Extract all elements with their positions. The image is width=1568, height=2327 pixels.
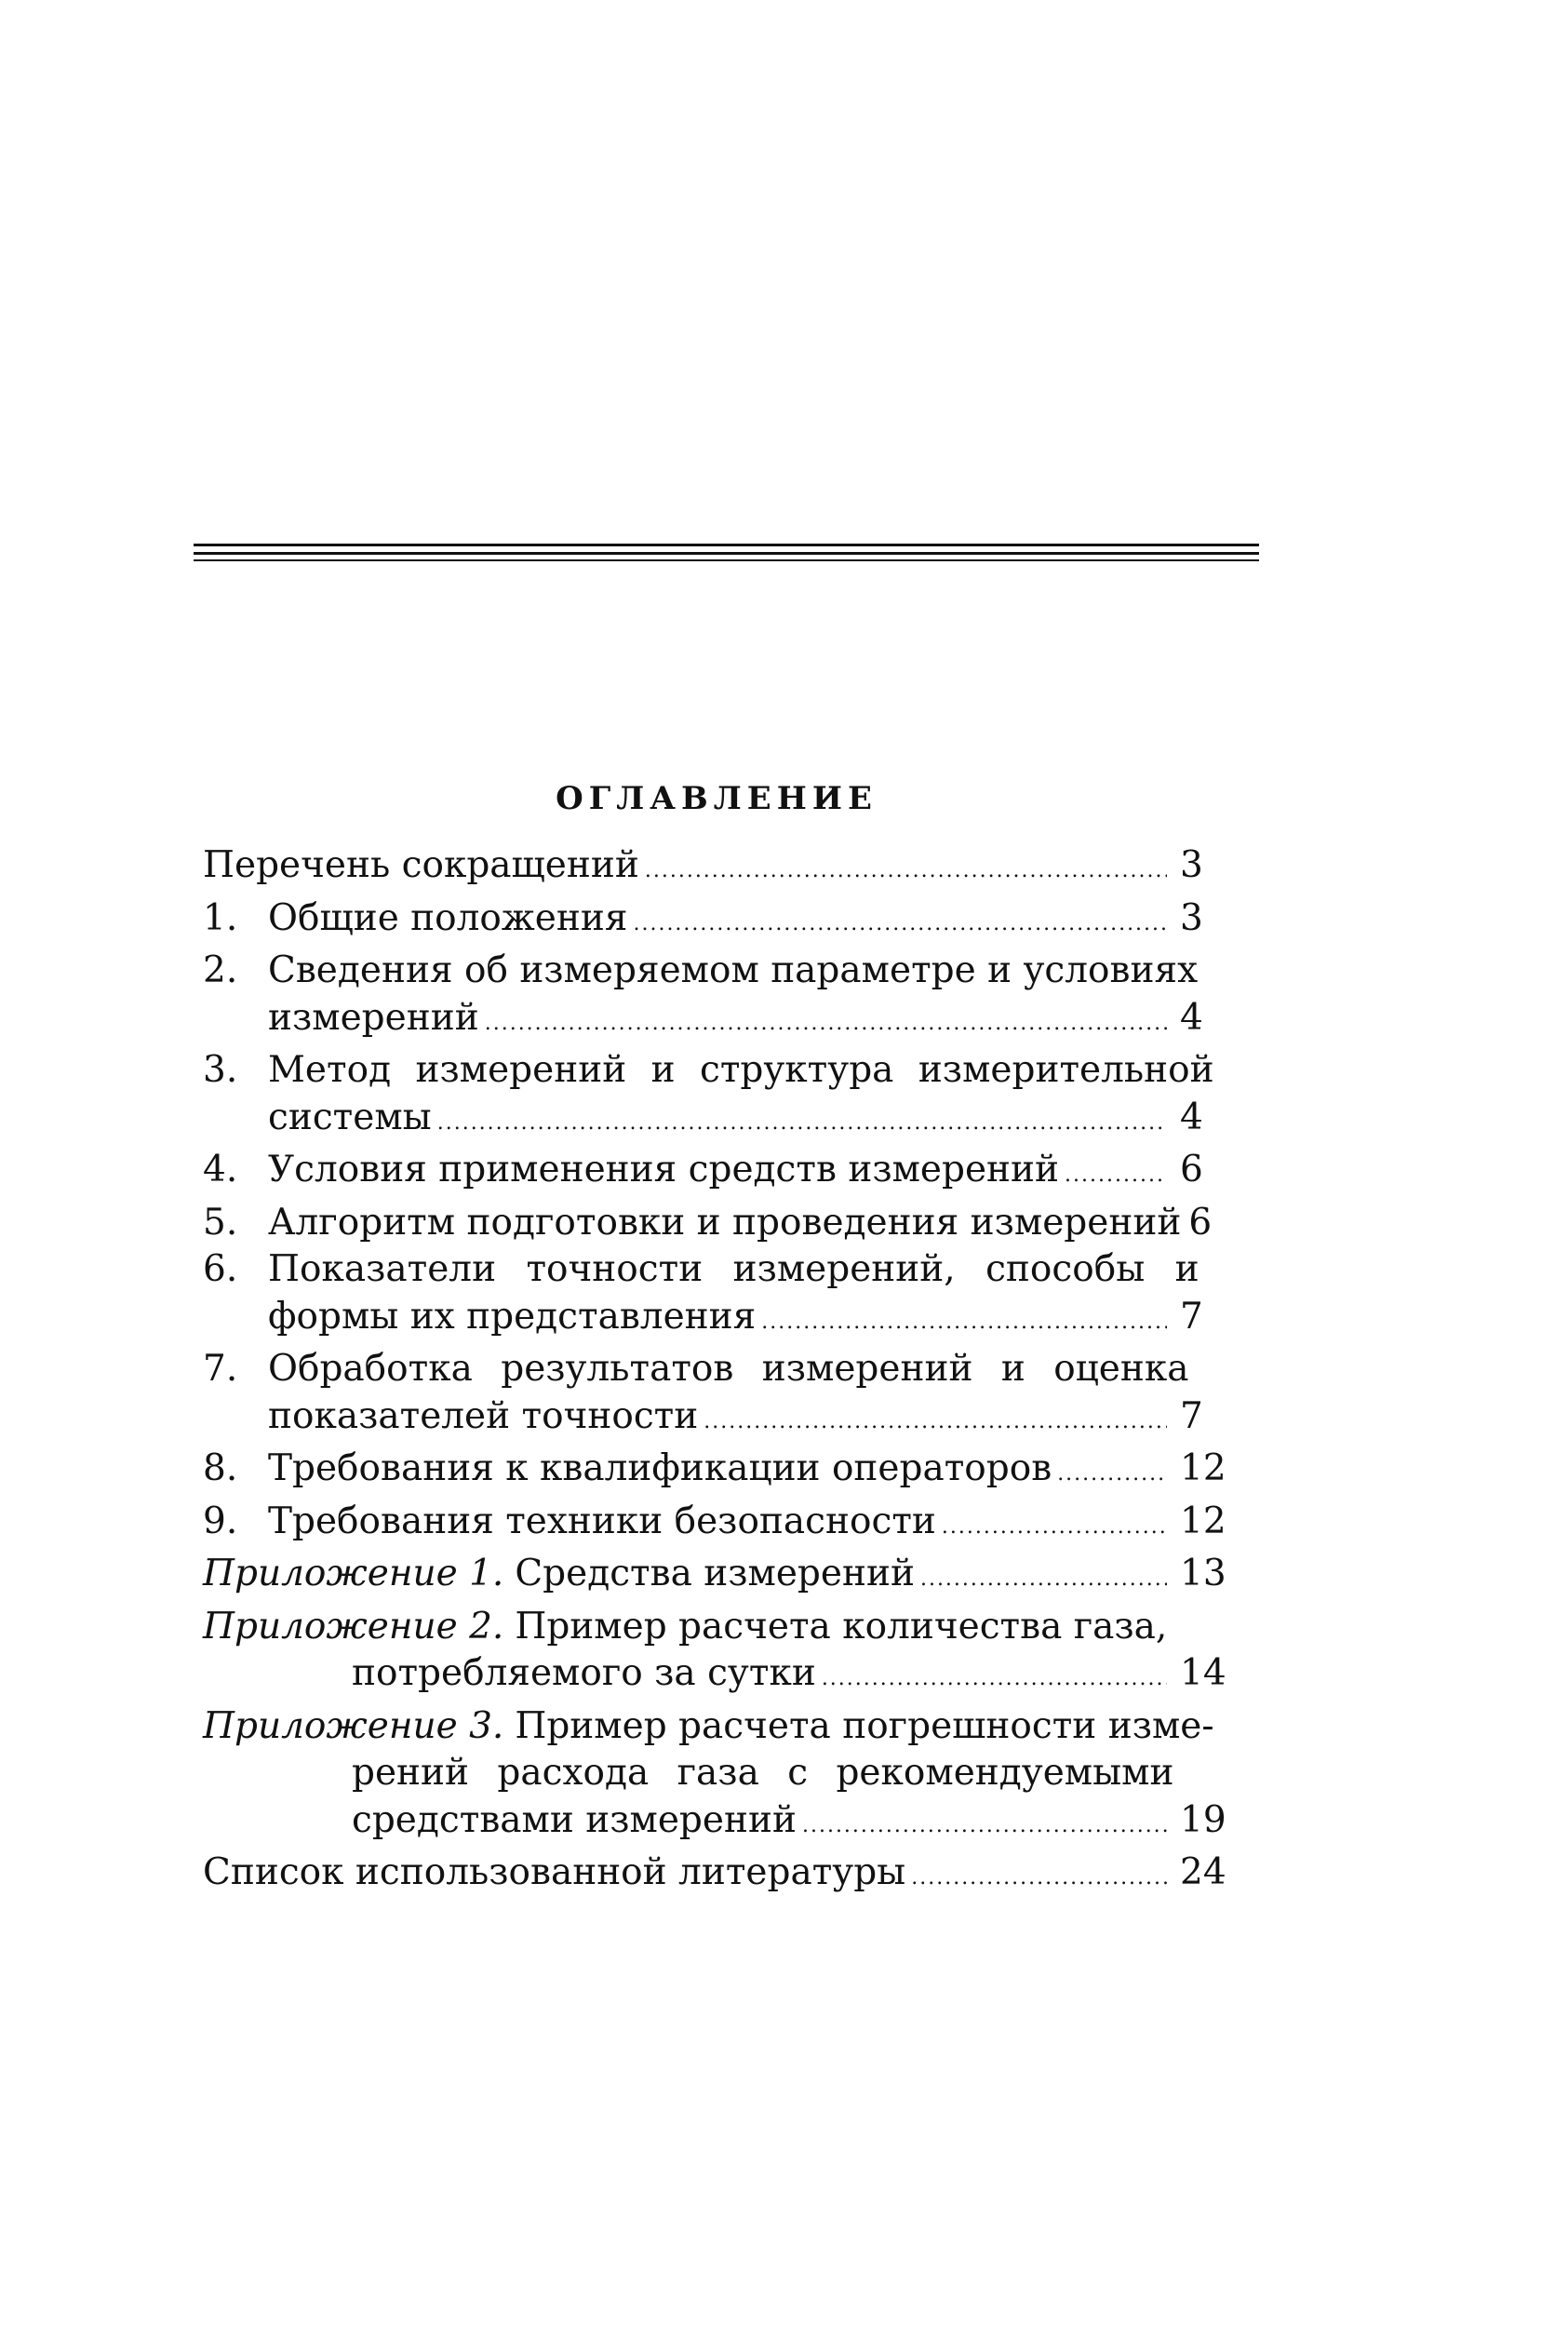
toc-section-number: 1. xyxy=(203,896,238,939)
table-of-contents xyxy=(203,842,1236,1903)
toc-entry-section-6[interactable] xyxy=(203,1246,1236,1346)
toc-entry-title: Сведения об измеряемом параметре и условиях xyxy=(268,949,1199,991)
toc-page-number: 12 xyxy=(1180,1500,1226,1542)
toc-entry-section-7[interactable] xyxy=(203,1346,1236,1446)
toc-entry-title-continued: измерений xyxy=(268,996,479,1039)
toc-page-number: 3 xyxy=(1180,896,1203,939)
toc-page-number: 6 xyxy=(1180,1149,1203,1190)
toc-section-number: 6. xyxy=(203,1248,238,1290)
appendix-label: Приложение 1. xyxy=(203,1553,504,1594)
top-rule xyxy=(194,552,1259,555)
toc-heading: ОГЛАВЛЕНИЕ xyxy=(556,780,878,817)
toc-page-number: 4 xyxy=(1180,1096,1203,1138)
toc-entry-title: Требования к квалификации операторов xyxy=(268,1447,1052,1489)
toc-entry-appendix-2[interactable] xyxy=(203,1604,1236,1703)
toc-entry-title: Требования техники безопасности xyxy=(268,1500,936,1542)
toc-section-number: 5. xyxy=(203,1201,238,1244)
toc-entry-title-continued: показателей точности xyxy=(268,1394,699,1437)
dot-leader xyxy=(1065,1147,1167,1200)
toc-entry-title-continued: формы их представления xyxy=(268,1295,757,1338)
toc-page-number: 13 xyxy=(1180,1553,1226,1594)
appendix-label: Приложение 2. xyxy=(203,1605,504,1648)
toc-entry-abbreviations[interactable] xyxy=(203,842,1236,895)
dot-leader xyxy=(942,1499,1167,1552)
toc-page-number: 6 xyxy=(1188,1201,1213,1244)
toc-page-number: 7 xyxy=(1180,1295,1203,1338)
toc-entry-section-9[interactable] xyxy=(203,1499,1236,1552)
toc-entry-title: Метод измерений и структура измерительной xyxy=(268,1049,1214,1091)
dot-leader xyxy=(822,1650,1167,1703)
dot-leader xyxy=(920,1551,1167,1604)
toc-entry-title: Условия применения средств измерений xyxy=(268,1149,1060,1190)
toc-section-number: 9. xyxy=(203,1500,238,1542)
toc-entry-title: Обработка результатов измерений и оценка xyxy=(268,1348,1189,1390)
dot-leader xyxy=(761,1294,1167,1347)
dot-leader xyxy=(645,842,1167,895)
top-rule xyxy=(194,559,1259,561)
dot-leader xyxy=(802,1797,1167,1850)
toc-entry-title: Алгоритм подготовки и проведения измерений xyxy=(268,1201,1182,1244)
toc-page-number: 4 xyxy=(1180,996,1203,1039)
top-rule xyxy=(194,544,1259,546)
toc-entry-section-3[interactable] xyxy=(203,1047,1236,1147)
toc-entry-appendix-1[interactable] xyxy=(203,1551,1236,1604)
toc-entry-title: Показатели точности измерений, способы и xyxy=(268,1248,1199,1290)
toc-section-number: 3. xyxy=(203,1049,238,1091)
toc-entry-section-2[interactable] xyxy=(203,948,1236,1047)
toc-page-number: 24 xyxy=(1180,1851,1226,1893)
toc-section-number: 8. xyxy=(203,1447,238,1489)
dot-leader xyxy=(1057,1446,1167,1499)
dot-leader xyxy=(704,1393,1167,1446)
toc-entry-title: Перечень сокращений xyxy=(203,844,639,886)
dot-leader xyxy=(911,1849,1167,1903)
toc-entry-section-4[interactable] xyxy=(203,1147,1236,1200)
toc-entry-title: Средства измерений xyxy=(515,1553,915,1594)
toc-page-number: 14 xyxy=(1180,1652,1226,1694)
toc-entry-title: Пример расчета количества газа, xyxy=(515,1605,1168,1648)
toc-entry-title-continued: рений расхода газа с рекомендуемыми xyxy=(352,1752,1174,1794)
appendix-label: Приложение 3. xyxy=(203,1704,504,1747)
dot-leader xyxy=(437,1095,1167,1148)
toc-entry-title: Список использованной литературы xyxy=(203,1851,906,1893)
toc-section-number: 7. xyxy=(203,1348,238,1390)
toc-entry-title-continued: системы xyxy=(268,1096,432,1138)
toc-page-number: 12 xyxy=(1180,1447,1226,1489)
toc-entry-references[interactable] xyxy=(203,1849,1236,1903)
toc-entry-title-continued: средствами измерений xyxy=(352,1798,797,1841)
toc-entry-appendix-3[interactable] xyxy=(203,1703,1236,1850)
toc-entry-section-1[interactable] xyxy=(203,895,1236,948)
toc-entry-title: Общие положения xyxy=(268,896,628,939)
toc-section-number: 2. xyxy=(203,949,238,991)
toc-entry-title-continued: потребляемого за сутки xyxy=(352,1652,816,1694)
toc-entry-title: Пример расчета погрешности изме- xyxy=(515,1704,1214,1747)
toc-section-number: 4. xyxy=(203,1149,238,1190)
toc-entry-section-5[interactable] xyxy=(203,1200,1236,1247)
toc-page-number: 19 xyxy=(1180,1798,1226,1841)
dot-leader xyxy=(485,995,1167,1048)
toc-entry-section-8[interactable] xyxy=(203,1446,1236,1499)
toc-page-number: 7 xyxy=(1180,1394,1203,1437)
dot-leader xyxy=(633,895,1167,948)
toc-page-number: 3 xyxy=(1180,844,1203,886)
